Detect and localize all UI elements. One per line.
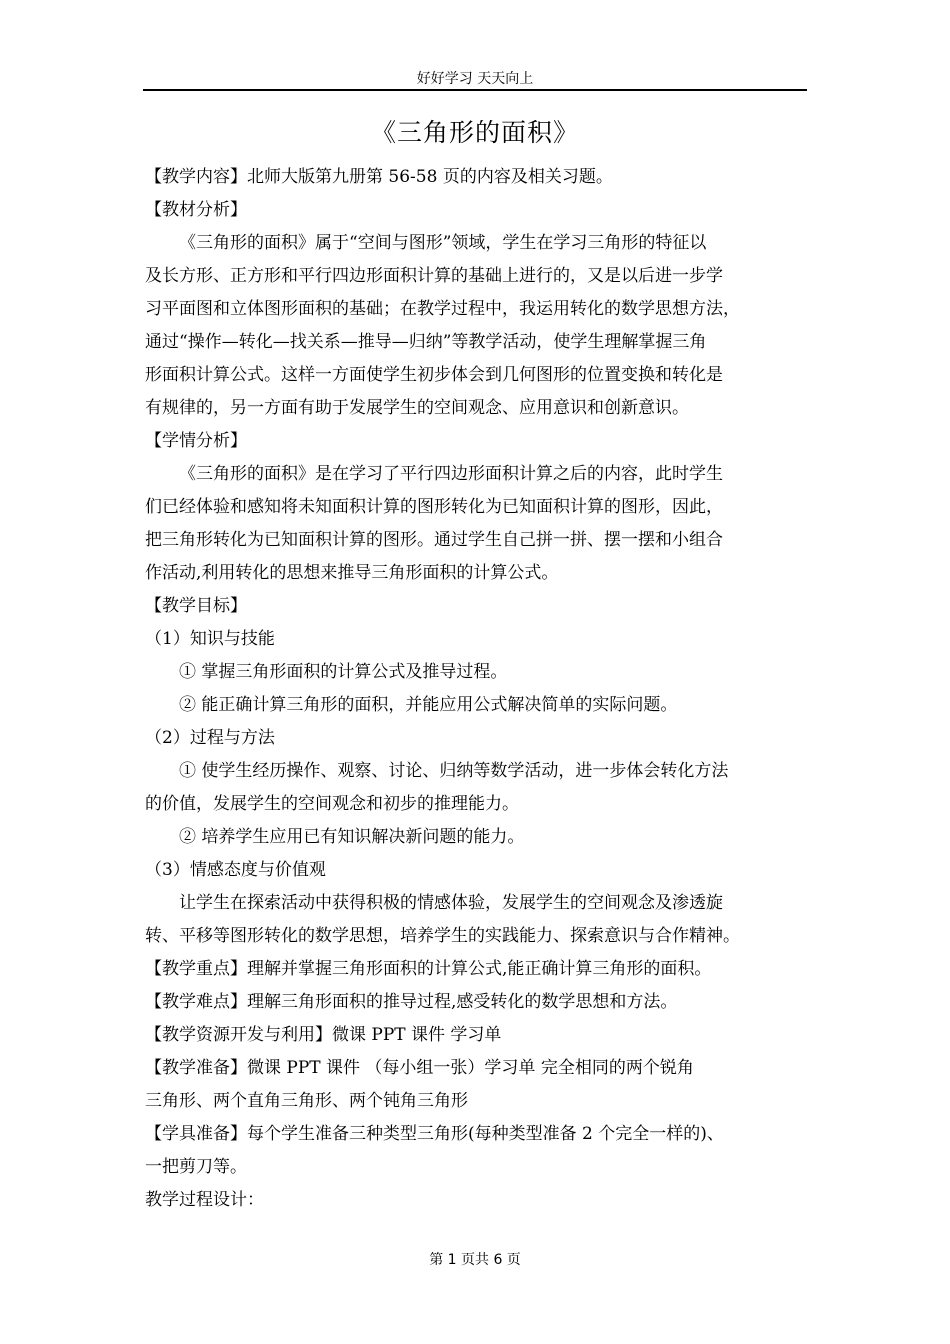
paragraph-line: 《三角形的面积》是在学习了平行四边形面积计算之后的内容，此时学生 [179,464,723,484]
paragraph-line: 们已经体验和感知将未知面积计算的图形转化为已知面积计算的图形，因此， [145,497,723,517]
paragraph-line: 形面积计算公式。这样一方面使学生初步体会到几何图形的位置变换和转化是 [145,365,723,385]
teaching-preparation-continued: 三角形、两个直角三角形、两个钝角三角形 [145,1091,468,1111]
teaching-process-heading: 教学过程设计： [145,1190,264,1210]
teaching-difficulties: 【教学难点】理解三角形面积的推导过程,感受转化的数学思想和方法。 [145,992,678,1012]
paragraph-line: 习平面图和立体图形面积的基础；在教学过程中，我运用转化的数学思想方法， [145,299,740,319]
page-header: 好好学习 天天向上 [416,71,534,87]
paragraph-line: 及长方形、正方形和平行四边形面积计算的基础上进行的，又是以后进一步学 [145,266,723,286]
goal-item-continued: 的价值，发展学生的空间观念和初步的推理能力。 [145,794,519,814]
section-heading-student-analysis: 【学情分析】 [145,431,247,451]
goal-item: ① 掌握三角形面积的计算公式及推导过程。 [179,662,508,682]
document-title: 《三角形的面积》 [370,118,579,147]
paragraph-line: 把三角形转化为已知面积计算的图形。通过学生自己拼一拼、摆一摆和小组合 [145,530,723,550]
goal-item: ① 使学生经历操作、观察、讨论、归纳等数学活动，进一步体会转化方法 [179,761,729,781]
paragraph-line: 《三角形的面积》属于“空间与图形”领域，学生在学习三角形的特征以 [179,233,707,253]
page-footer: 第 1 页共 6 页 [429,1252,521,1268]
header-divider [143,89,807,91]
goal-item: ② 能正确计算三角形的面积，并能应用公式解决简单的实际问题。 [179,695,678,715]
subheading-attitudes-values: （3）情感态度与价值观 [145,860,326,880]
section-heading-textbook-analysis: 【教材分析】 [145,200,247,220]
subheading-knowledge-skills: （1）知识与技能 [145,629,275,649]
section-heading-teaching-goals: 【教学目标】 [145,596,247,616]
subheading-process-methods: （2）过程与方法 [145,728,275,748]
student-tools-preparation: 【学具准备】每个学生准备三种类型三角形(每种类型准备 2 个完全一样的)、 [145,1124,724,1144]
teaching-content: 【教学内容】北师大版第九册第 56-58 页的内容及相关习题。 [145,167,613,187]
paragraph-line: 让学生在探索活动中获得积极的情感体验，发展学生的空间观念及渗透旋 [179,893,723,913]
paragraph-line: 作活动,利用转化的思想来推导三角形面积的计算公式。 [145,563,559,583]
document-body [145,161,810,1217]
teaching-key-points: 【教学重点】理解并掌握三角形面积的计算公式,能正确计算三角形的面积。 [145,959,712,979]
teaching-resources: 【教学资源开发与利用】微课 PPT 课件 学习单 [145,1025,502,1045]
paragraph-line: 有规律的，另一方面有助于发展学生的空间观念、应用意识和创新意识。 [145,398,689,418]
paragraph-line: 通过“操作—转化—找关系—推导—归纳”等教学活动，使学生理解掌握三角 [145,332,707,352]
teaching-preparation: 【教学准备】微课 PPT 课件 （每小组一张）学习单 完全相同的两个锐角 [145,1058,694,1078]
goal-item: ② 培养学生应用已有知识解决新问题的能力。 [179,827,525,847]
student-tools-preparation-continued: 一把剪刀等。 [145,1157,247,1177]
paragraph-line: 转、平移等图形转化的数学思想，培养学生的实践能力、探索意识与合作精神。 [145,926,740,946]
